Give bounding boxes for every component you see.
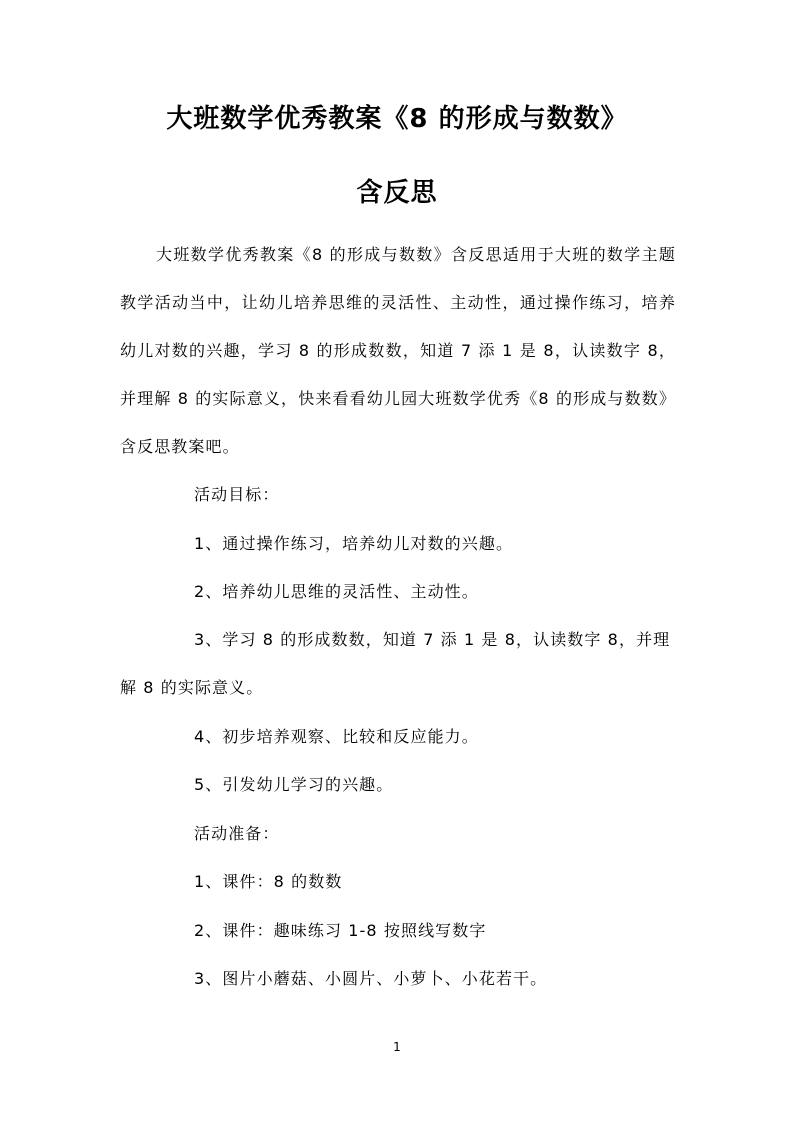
document-title-line2: 含反思 xyxy=(356,178,438,208)
prep-item-2: 2、课件：趣味练习 1-8 按照线写数字 xyxy=(194,921,487,940)
goal-item-4: 4、初步培养观察、比较和反应能力。 xyxy=(194,727,479,746)
prep-item-1: 1、课件：8 的数数 xyxy=(194,872,343,891)
page-number: 1 xyxy=(393,1040,401,1054)
goal-item-2: 2、培养幼儿思维的灵活性、主动性。 xyxy=(194,582,479,601)
goals-heading: 活动目标： xyxy=(194,485,280,504)
goal-item-3: 3、学习 8 的形成数数，知道 7 添 1 是 8，认读数字 8，并理解 8 的实际意义。 xyxy=(120,630,671,697)
intro-paragraph: 大班数学优秀教案《8 的形成与数数》含反思适用于大班的数学主题教学活动当中，让幼儿培养思维的灵活性、主动性，通过操作练习，培养幼儿对数的兴趣，学习 8 的形成数数，知道 7 添 1 是 8，认读数字 8，并理解 8 的实际意义，快来看看幼儿园大班数学优秀《8 的形成与数数》含反思教案吧。 xyxy=(120,245,676,456)
prep-heading: 活动准备： xyxy=(194,824,280,843)
goal-item-5: 5、引发幼儿学习的兴趣。 xyxy=(194,775,394,794)
prep-item-3: 3、图片小蘑菇、小圆片、小萝卜、小花若干。 xyxy=(194,969,548,988)
goal-item-1: 1、通过操作练习，培养幼儿对数的兴趣。 xyxy=(194,534,514,553)
document-title-line1: 大班数学优秀教案《8 的形成与数数》 xyxy=(166,104,628,134)
